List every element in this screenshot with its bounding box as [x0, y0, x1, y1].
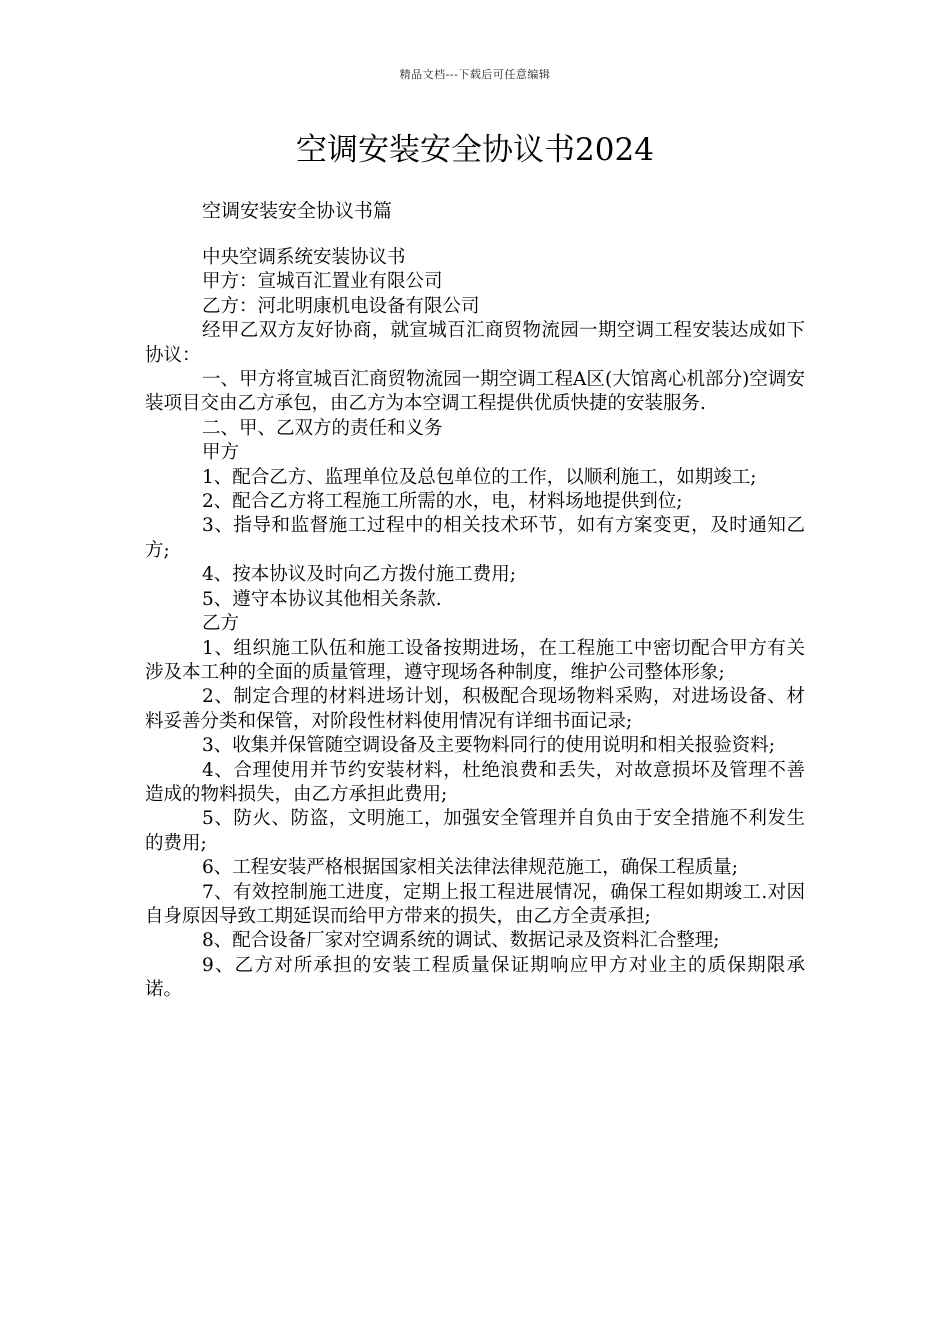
paragraph-party-a-item-5: 5、遵守本协议其他相关条款.	[202, 588, 442, 610]
paragraph-party-a: 甲方：宣城百汇置业有限公司	[202, 271, 443, 293]
paragraph-party-a-item-4: 4、按本协议及时向乙方拨付施工费用;	[202, 564, 517, 586]
paragraph-party-b-item-3: 3、收集并保管随空调设备及主要物料同行的使用说明和相关报验资料;	[202, 735, 776, 757]
paragraph-preamble: 经甲乙双方友好协商，就宣城百汇商贸物流园一期空调工程安装达成如下协议：	[145, 320, 805, 366]
paragraph-party-a-item-2: 2、配合乙方将工程施工所需的水，电，材料场地提供到位;	[202, 491, 683, 513]
header-note: 精品文档---下载后可任意编辑	[399, 68, 551, 81]
paragraph-party-b-item-7: 7、有效控制施工进度，定期上报工程进展情况，确保工程如期竣工.对因自身原因导致工期延误而给甲方带来的损失，由乙方全责承担;	[145, 881, 805, 927]
document-subtitle: 空调安装安全协议书篇	[202, 200, 393, 222]
paragraph-party-b-item-2: 2、制定合理的材料进场计划，积极配合现场物料采购，对进场设备、材料妥善分类和保管，对阶段性材料使用情况有详细书面记录;	[145, 686, 805, 732]
paragraph-party-a-item-1: 1、配合乙方、监理单位及总包单位的工作，以顺利施工，如期竣工;	[202, 466, 757, 488]
paragraph-party-a-heading: 甲方	[202, 442, 240, 464]
paragraph-party-b-item-8: 8、配合设备厂家对空调系统的调试、数据记录及资料汇合整理;	[202, 930, 720, 952]
paragraph-party-b-item-6: 6、工程安装严格根据国家相关法律法律规范施工，确保工程质量;	[202, 857, 739, 879]
paragraph-party-b-item-9: 9、乙方对所承担的安装工程质量保证期响应甲方对业主的质保期限承诺。	[145, 954, 805, 1001]
document-title: 空调安装安全协议书2024	[296, 132, 654, 168]
paragraph-agreement-name: 中央空调系统安装协议书	[202, 247, 406, 268]
paragraph-party-b: 乙方：河北明康机电设备有限公司	[202, 295, 480, 317]
paragraph-clause-2-heading: 二、甲、乙双方的责任和义务	[202, 417, 443, 439]
paragraph-party-b-heading: 乙方	[202, 613, 240, 635]
paragraph-party-b-item-4: 4、合理使用并节约安装材料，杜绝浪费和丢失，对故意损坏及管理不善造成的物料损失，由乙方承担此费用;	[145, 759, 805, 805]
document-body	[145, 246, 805, 1003]
paragraph-party-b-item-1: 1、组织施工队伍和施工设备按期进场，在工程施工中密切配合甲方有关涉及本工种的全面的质量管理，遵守现场各种制度，维护公司整体形象;	[145, 637, 805, 683]
paragraph-party-b-item-5: 5、防火、防盗，文明施工，加强安全管理并自负由于安全措施不利发生的费用;	[145, 808, 805, 854]
paragraph-clause-1: 一、甲方将宣城百汇商贸物流园一期空调工程A区(大馆离心机部分)空调安装项目交由乙方承包，由乙方为本空调工程提供优质快捷的安装服务.	[145, 369, 805, 415]
paragraph-party-a-item-3: 3、指导和监督施工过程中的相关技术环节，如有方案变更，及时通知乙方;	[145, 515, 805, 561]
